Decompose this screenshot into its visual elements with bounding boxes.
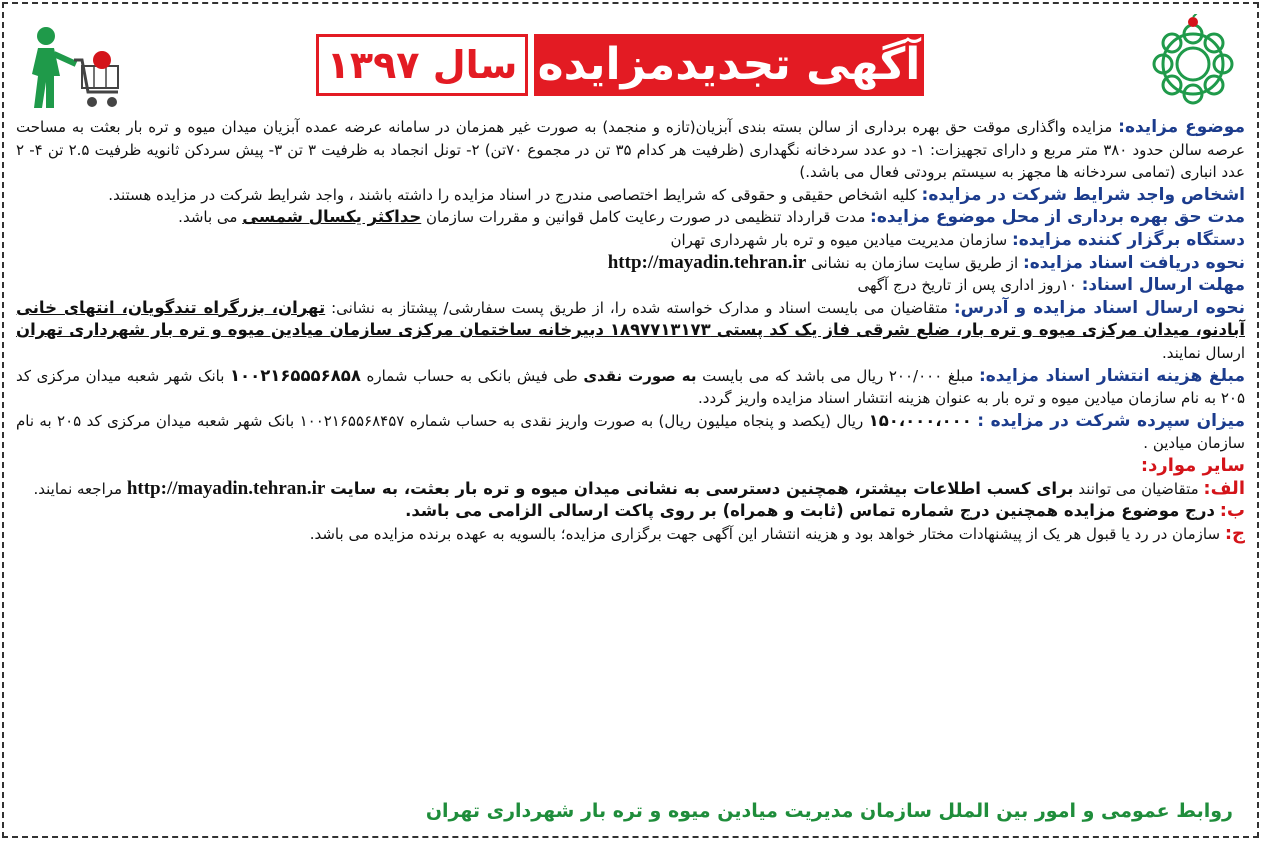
website-link[interactable]: http://mayadin.tehran.ir bbox=[607, 251, 807, 273]
doc-fee-cash: به صورت نقدی bbox=[583, 366, 697, 385]
subject-section bbox=[16, 116, 1245, 184]
organizer-section bbox=[16, 229, 1245, 252]
deposit-text: ریال (یکصد و پنجاه میلیون ریال) به صورت واریز نقدی به حساب شماره ۱۰۰۲۱۶۵۵۶۸۴۵۷ بانک شهر شعبه میدان مرکزی کد ۲۰۵ به نام سازمان میادین . bbox=[16, 411, 1245, 453]
send-address-text-after: ارسال نمایند. bbox=[1162, 343, 1245, 362]
other-a-text-2: برای کسب اطلاعات بیشتر، همچنین دسترسی به نشانی میدان میوه و تره بار بعثت، به سایت bbox=[330, 478, 1074, 498]
doc-fee-section bbox=[16, 365, 1245, 410]
notice-title: آگهی تجدیدمزایده bbox=[534, 34, 924, 96]
send-address-label: نحوه ارسال اسناد مزایده و آدرس: bbox=[953, 297, 1246, 318]
send-address-text: متقاضیان می بایست اسناد و مدارک خواسته شده را، از طریق پست سفارشی/ پیشتاز به نشانی: bbox=[331, 298, 948, 317]
docs-receive-section bbox=[16, 252, 1245, 275]
eligible-section bbox=[16, 184, 1245, 207]
auction-notice bbox=[2, 2, 1259, 838]
other-a-label: الف: bbox=[1203, 477, 1245, 499]
deadline-text: ۱۰روز اداری پس از تاریخ درج آگهی bbox=[857, 276, 1077, 295]
send-address-section bbox=[16, 297, 1245, 365]
other-item-c bbox=[16, 523, 1245, 546]
organizer-label: دستگاه برگزار کننده مزایده: bbox=[1011, 229, 1245, 250]
shopping-cart-person-icon bbox=[24, 24, 124, 114]
deposit-amount: ۱۵۰،۰۰۰،۰۰۰ bbox=[868, 410, 972, 430]
deadline-label: مهلت ارسال اسناد: bbox=[1081, 275, 1245, 296]
duration-label: مدت حق بهره برداری از محل موضوع مزایده: bbox=[870, 207, 1245, 228]
doc-fee-text-1: مبلغ ۲۰۰/۰۰۰ ریال می باشد که می بایست bbox=[702, 366, 974, 385]
deadline-section bbox=[16, 274, 1245, 297]
docs-receive-label: نحوه دریافت اسناد مزایده: bbox=[1022, 252, 1245, 273]
docs-receive-text: از طریق سایت سازمان به نشانی bbox=[810, 253, 1019, 272]
organizer-text: سازمان مدیریت میادین میوه و تره بار شهرداری تهران bbox=[670, 230, 1008, 249]
tehran-municipality-emblem-icon bbox=[1145, 14, 1241, 110]
other-title-text: سایر موارد: bbox=[1140, 454, 1245, 476]
postal-address: تهران، بزرگراه تندگویان، انتهای خانی آبادنو، میدان مرکزی میوه و تره بار، ضلع شرقی فاز یک کد پستی ۱۸۹۷۷۱۳۱۷۳ دبیرخانه ساختمان مرکزی سازمان میادین میوه و تره بار شهرداری تهران bbox=[16, 297, 1245, 340]
other-b-text: درج موضوع مزایده همچنین درج شماره تماس (ثابت و همراه) بر روی پاکت ارسالی الزامی می باشد. bbox=[405, 501, 1215, 521]
other-a-text-3: مراجعه نمایند. bbox=[33, 479, 123, 498]
doc-fee-label: مبلغ هزینه انتشار اسناد مزایده: bbox=[978, 365, 1245, 386]
other-item-a bbox=[16, 478, 1245, 501]
duration-emphasis: حداکثر یکسال شمسی bbox=[242, 207, 422, 227]
notice-year: سال ۱۳۹۷ bbox=[316, 34, 528, 96]
eligible-label: اشخاص واجد شرایط شرکت در مزایده: bbox=[921, 184, 1245, 205]
doc-fee-text-3: بانک شهر شعبه میدان مرکزی کد ۲۰۵ به نام سازمان میادین میوه و تره بار به عنوان هزینه انتشار اسناد مزایده واریز گردد. bbox=[16, 366, 1245, 408]
footer-signature: روابط عمومی و امور بین الملل سازمان مدیریت میادین میوه و تره بار شهرداری تهران bbox=[425, 800, 1233, 822]
notice-header bbox=[4, 4, 1257, 104]
duration-text: مدت قرارداد تنظیمی در صورت رعایت کامل قوانین و مقررات سازمان bbox=[426, 208, 866, 227]
subject-label: موضوع مزایده: bbox=[1118, 117, 1245, 137]
notice-body bbox=[16, 116, 1245, 545]
eligible-text: کلیه اشخاص حقیقی و حقوقی که شرایط اختصاصی مندرج در اسناد مزایده را داشته باشند ، واجد شرایط شرکت در مزایده هستند. bbox=[108, 185, 917, 204]
other-a-text-1: متقاضیان می توانند bbox=[1078, 479, 1199, 498]
duration-text-after: می باشد. bbox=[178, 208, 238, 227]
deposit-section bbox=[16, 410, 1245, 455]
duration-section bbox=[16, 206, 1245, 229]
notice-banner bbox=[316, 34, 924, 96]
other-c-label: ج: bbox=[1224, 522, 1245, 544]
other-a-link[interactable]: http://mayadin.tehran.ir bbox=[126, 477, 326, 499]
doc-fee-text-2: طی فیش بانکی به حساب شماره bbox=[366, 366, 578, 385]
other-item-b bbox=[16, 500, 1245, 523]
other-b-label: ب: bbox=[1219, 500, 1245, 522]
other-title bbox=[16, 455, 1245, 478]
doc-fee-account: ۱۰۰۲۱۶۵۵۵۶۸۵۸ bbox=[229, 365, 361, 385]
subject-text: مزایده واگذاری موقت حق بهره برداری از سالن بسته بندی آبزیان(تازه و منجمد) به صورت غیر همزمان در سامانه عرضه عمده آبزیان میدان میوه و تره بار بعثت به مساحت عرصه سالن حدود ۳۸۰ متر مربع و دارای تجهیزات: ۱- دو عدد سردخانه نگهداری (ظرفیت هر کدام ۳۵ تن در مجموع ۷۰تن) ۲- تونل انجماد به ظرفیت ۳ تن ۳- پیش سردکن ثانویه ظرفیت ۲.۵ تن ۴- ۲ عدد انباری (تمامی سردخانه ها مجهز به سیستم برودتی فعال می باشد.) bbox=[16, 118, 1246, 182]
deposit-label: میزان سپرده شرکت در مزایده : bbox=[977, 410, 1245, 431]
other-c-text: سازمان در رد یا قبول هر یک از پیشنهادات مختار خواهد بود و هزینه انتشار این آگهی جهت برگزاری مزایده؛ بالسویه به عهده برنده مزایده می باشد. bbox=[309, 524, 1221, 543]
